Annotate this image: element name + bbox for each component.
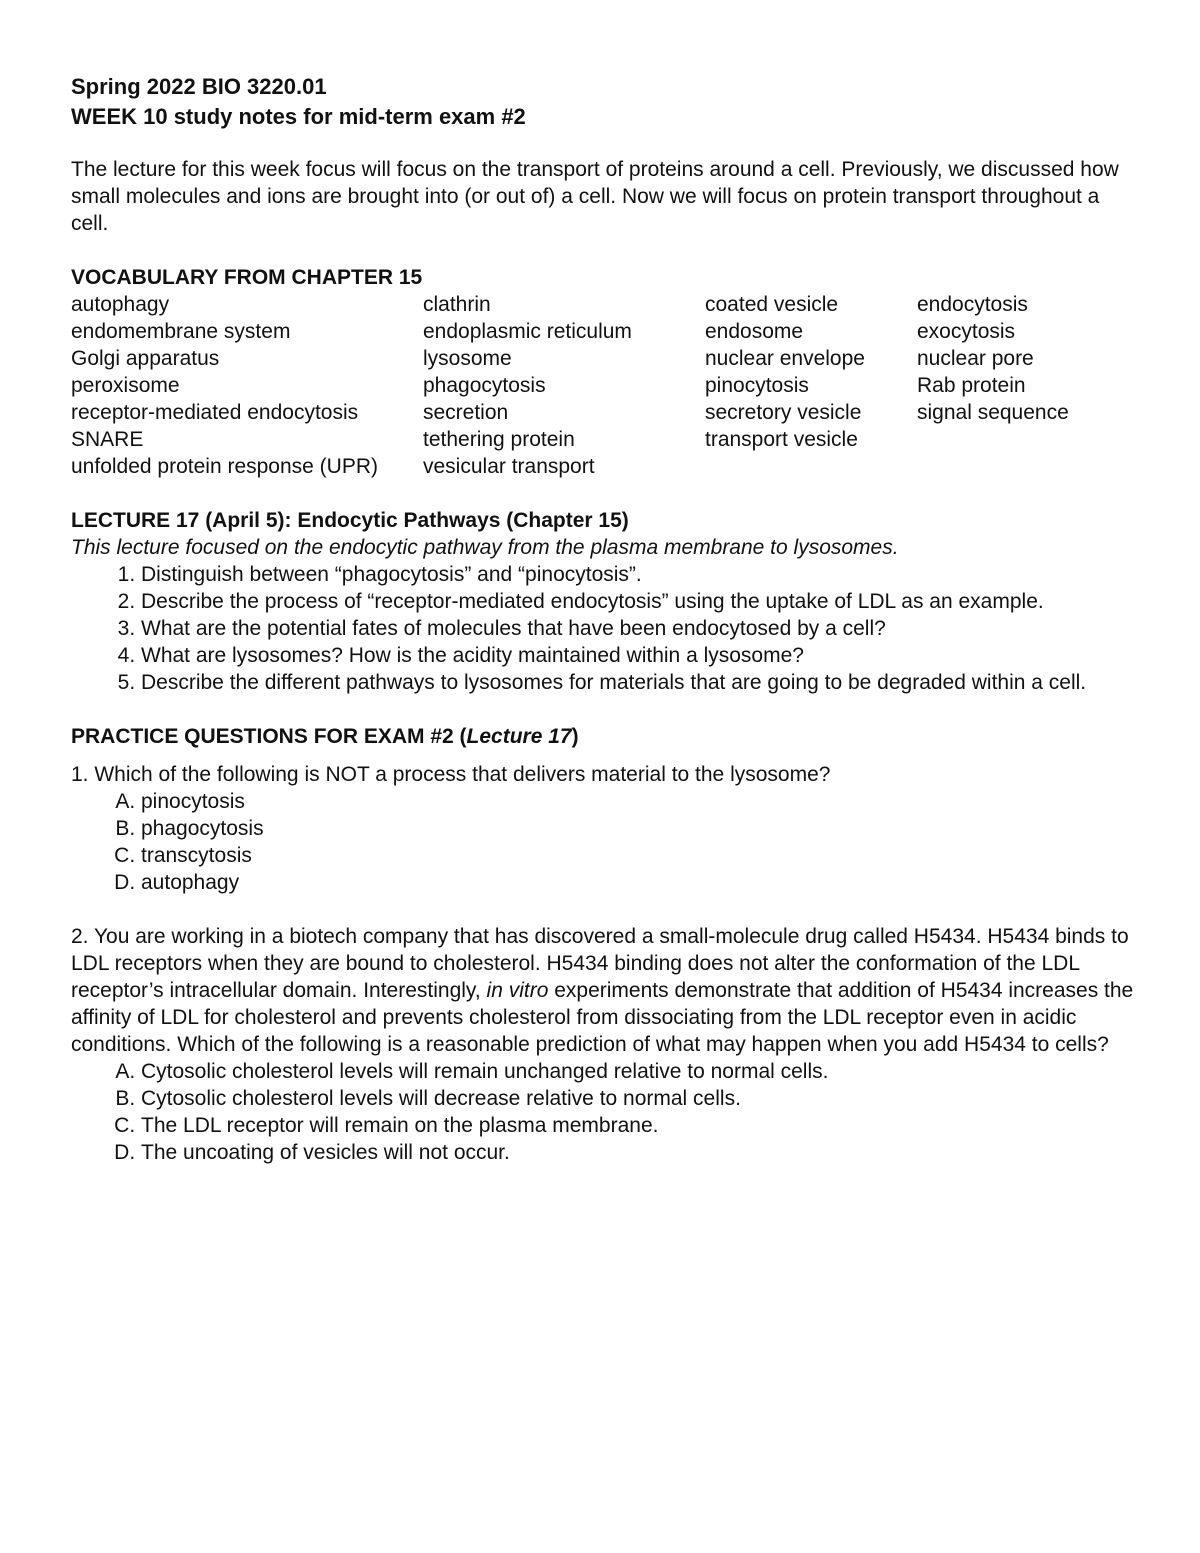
vocab-term: nuclear envelope — [705, 347, 865, 370]
lecture-objectives — [71, 561, 1140, 696]
vocab-term: endomembrane system — [71, 320, 291, 343]
practice-heading-suffix: ) — [571, 725, 579, 748]
vocab-term: tethering protein — [423, 428, 575, 451]
vocabulary-heading: VOCABULARY FROM CHAPTER 15 — [71, 266, 423, 289]
lecture-summary: This lecture focused on the endocytic pathway from the plasma membrane to lysosomes. — [71, 536, 899, 559]
question-2-stem-part2: experiments demonstrate that addition of H5434 increases the affinity of LDL for cholesterol and prevents cholesterol from dissociating from the LDL receptor even in acidic conditions. Which of the following is a reasonable prediction of what may happen when you add H5434 to cells? — [71, 979, 1134, 1056]
lecture-heading: LECTURE 17 (April 5): Endocytic Pathways (Chapter 15) — [71, 509, 629, 532]
week-title: WEEK 10 study notes for mid-term exam #2 — [71, 104, 526, 129]
answer-option: A. Cytosolic cholesterol levels will remain unchanged relative to normal cells. — [141, 1058, 1140, 1085]
vocab-term: coated vesicle — [705, 293, 839, 316]
vocab-term: Rab protein — [917, 374, 1026, 397]
vocab-term: unfolded protein response (UPR) — [71, 455, 379, 478]
answer-option: B. Cytosolic cholesterol levels will decrease relative to normal cells. — [141, 1085, 1140, 1112]
vocab-term: signal sequence — [917, 401, 1069, 424]
vocab-term: nuclear pore — [917, 347, 1034, 370]
question-1-options — [71, 788, 1140, 896]
vocab-term: endosome — [705, 320, 804, 343]
vocab-term — [705, 453, 917, 480]
practice-heading-italic: Lecture 17 — [466, 725, 572, 748]
list-item: 5. Describe the different pathways to lysosomes for materials that are going to be degraded within a cell. — [141, 669, 1140, 696]
course-title: Spring 2022 BIO 3220.01 — [71, 74, 327, 99]
question-1-stem: 1. Which of the following is NOT a process that delivers material to the lysosome? — [71, 763, 831, 786]
question-2-stem-part1: 2. You are working in a biotech company that has discovered a small-molecule drug called H5434. H5434 binds to LDL receptors when they are bound to cholesterol. H5434 binding does not alter the conformation of the LDL receptor’s intracellular domain. Interestingly, — [71, 925, 1129, 1002]
vocab-term: clathrin — [423, 293, 491, 316]
list-item: 3. What are the potential fates of molecules that have been endocytosed by a cell? — [141, 615, 1140, 642]
practice-heading-prefix: PRACTICE QUESTIONS FOR EXAM #2 ( — [71, 725, 467, 748]
answer-option: C. transcytosis — [141, 842, 1140, 869]
vocab-term: phagocytosis — [423, 374, 546, 397]
vocab-term: lysosome — [423, 347, 512, 370]
question-2-stem-italic: in vitro — [486, 979, 549, 1002]
answer-option: B. phagocytosis — [141, 815, 1140, 842]
list-item: 1. Distinguish between “phagocytosis” and “pinocytosis”. — [141, 561, 1140, 588]
vocabulary-grid — [71, 291, 1140, 480]
vocab-term: SNARE — [71, 428, 144, 451]
answer-option: D. The uncoating of vesicles will not occur. — [141, 1139, 1140, 1166]
vocab-term: pinocytosis — [705, 374, 809, 397]
question-2-options — [71, 1058, 1140, 1166]
vocab-term: autophagy — [71, 293, 170, 316]
vocab-term: transport vesicle — [705, 428, 858, 451]
vocab-term: receptor-mediated endocytosis — [71, 401, 359, 424]
vocab-term — [917, 426, 1140, 453]
vocab-term: endocytosis — [917, 293, 1028, 316]
list-item: 4. What are lysosomes? How is the acidity maintained within a lysosome? — [141, 642, 1140, 669]
practice-heading — [71, 723, 1140, 750]
intro-paragraph: The lecture for this week focus will focus on the transport of proteins around a cell. Previously, we discussed how small molecules and ions are brought into (or out of) a cell. Now we will focus on protein transport throughout a cell. — [71, 158, 1119, 235]
answer-option: D. autophagy — [141, 869, 1140, 896]
question-2-stem — [71, 923, 1140, 1058]
vocab-term: peroxisome — [71, 374, 180, 397]
vocab-term: secretory vesicle — [705, 401, 862, 424]
vocab-term: endoplasmic reticulum — [423, 320, 632, 343]
vocab-term: Golgi apparatus — [71, 347, 220, 370]
answer-option: C. The LDL receptor will remain on the plasma membrane. — [141, 1112, 1140, 1139]
vocab-term: secretion — [423, 401, 509, 424]
answer-option: A. pinocytosis — [141, 788, 1140, 815]
vocab-term: exocytosis — [917, 320, 1016, 343]
vocab-term: vesicular transport — [423, 455, 595, 478]
vocab-term — [917, 453, 1140, 480]
list-item: 2. Describe the process of “receptor-mediated endocytosis” using the uptake of LDL as an example. — [141, 588, 1140, 615]
